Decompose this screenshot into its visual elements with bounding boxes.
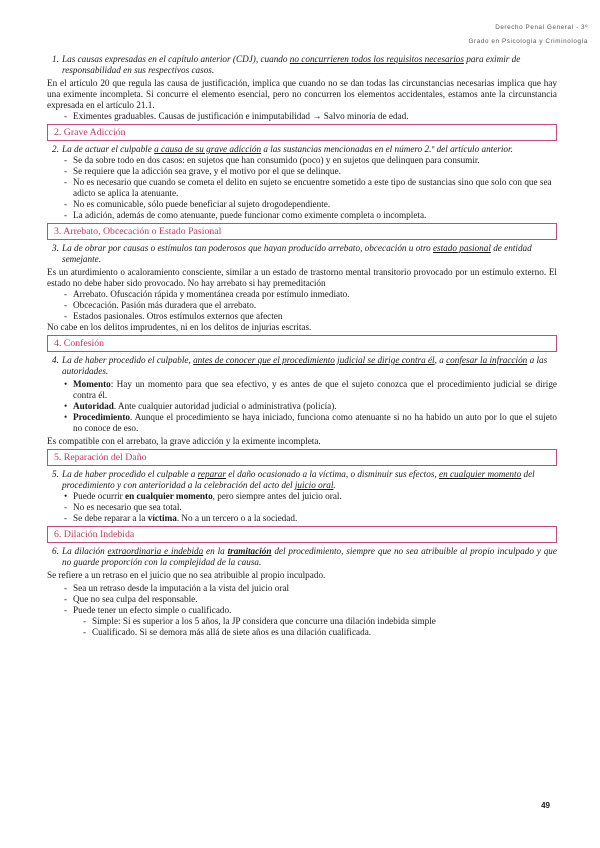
dilacion-paragraph: Se refiere a un retraso en el juicio que no sea atribuible al propio inculpado. bbox=[47, 570, 326, 580]
sub-list-item: - Simple: Si es superior a los 5 años, la JP considera que concurre una dilación indebida simple bbox=[83, 616, 436, 626]
header-subject: Derecho Penal General - 3º bbox=[495, 24, 588, 31]
list-item: - Eximentes graduables. Causas de justificación e inimputabilidad → Salvo minoría de edad. bbox=[64, 111, 409, 121]
section-heading-arrebato: 3. Arrebato, Obcecación o Estado Pasional bbox=[47, 223, 557, 240]
page-number: 49 bbox=[541, 801, 550, 810]
list-item: - Puede tener un efecto simple o cualificado. bbox=[64, 605, 232, 615]
article-2-quote: 2. La de actuar el culpable a causa de su grave adicción a las sustancias mencionadas en el número 2.º del artículo anterior. bbox=[52, 144, 513, 154]
list-item: - Que no sea culpa del responsable. bbox=[64, 594, 198, 604]
arrebato-paragraph: Es un aturdimiento o acaloramiento consciente, similar a un estado de trastorno mental transitorio provocado por un estímulo externo. El estado no debe haber sido provocado. No hay arrebato si hay premeditación bbox=[47, 267, 557, 288]
section-heading-reparacion: 5. Reparación del Daño bbox=[47, 449, 557, 466]
list-item: - No es comunicable, sólo puede beneficiar al sujeto drogodependiente. bbox=[64, 199, 331, 209]
section-heading-confesion: 4. Confesión bbox=[47, 335, 557, 352]
list-item: - Sea un retraso desde la imputación a la vista del juicio oral bbox=[64, 583, 290, 593]
confesion-note: Es compatible con el arrebato, la grave adicción y la eximente incompleta. bbox=[47, 436, 321, 446]
list-item: - Obcecación. Pasión más duradera que el arrebato. bbox=[64, 300, 257, 310]
sub-list-item: - Cualificado. Si se demora más allá de siete años es una dilación cualificada. bbox=[83, 627, 372, 637]
page-body bbox=[47, 54, 557, 638]
article-6-quote: 6. La dilación extraordinaria e indebida en la tramitación del procedimiento, siempre que no sea atribuible al propio inculpado y que no guarde proporción con la complejidad de la causa. bbox=[52, 546, 557, 567]
list-item: - Se requiere que la adicción sea grave, y el motivo por el que se delinque. bbox=[64, 166, 341, 176]
running-header bbox=[469, 23, 588, 46]
article-4-quote: 4. La de haber procedido el culpable, antes de conocer que el procedimiento judicial se dirige contra él, a confesar la infracción a las autoridades. bbox=[52, 355, 548, 376]
article-3-quote: 3. La de obrar por causas o estímulos tan poderosos que hayan producido arrebato, obcecación u otro estado pasional de entidad semejante. bbox=[52, 243, 532, 264]
list-item: - No es necesario que cuando se cometa el delito en sujeto se encuentre sometido a este tipo de sustancias sino que solo con que sea adicto se aplica la atenuante. bbox=[64, 177, 552, 198]
arrebato-note: No cabe en los delitos imprudentes, ni en los delitos de injurias escritas. bbox=[47, 322, 312, 332]
header-degree: Grado en Psicología y Criminología bbox=[468, 38, 588, 45]
list-item: - Se da sobre todo en dos casos: en sujetos que han consumido (poco) y en sujetos que delinquen para consumir. bbox=[64, 155, 480, 165]
list-item: - La adición, además de como atenuante, puede funcionar como eximente completa o incompleta. bbox=[64, 210, 427, 220]
list-item: - Se debe reparar a la víctima. No a un tercero o a la sociedad. bbox=[64, 513, 298, 523]
list-item: • Autoridad. Ante cualquier autoridad judicial o administrativa (policía). bbox=[64, 401, 337, 411]
list-item: • Momento: Hay un momento para que sea efectivo, y es antes de que el sujeto conozca que el procedimiento judicial se dirige contra él. bbox=[64, 379, 557, 400]
article-5-quote: 5. La de haber procedido el culpable a reparar el daño ocasionado a la víctima, o disminuir sus efectos, en cualquier momento del procedimiento y con anterioridad a la celebración del acto del juicio oral. bbox=[52, 469, 535, 490]
list-item: • Procedimiento. Aunque el procedimiento se haya iniciado, funciona como atenuante si no ha habido un auto por lo que el sujeto no conoce de eso. bbox=[64, 412, 557, 433]
list-item: • Puede ocurrir en cualquier momento, pero siempre antes del juicio oral. bbox=[64, 491, 342, 501]
section-heading-grave-adiccion: 2. Grave Adicción bbox=[47, 124, 557, 141]
article-1-quote: 1. Las causas expresadas en el capítulo anterior (CDJ), cuando no concurrieren todos los requisitos necesarios para eximir de responsabilidad en sus respectivos casos. bbox=[52, 54, 521, 75]
list-item: - Estados pasionales. Otros estímulos externos que afecten bbox=[64, 311, 283, 321]
list-item: - Arrebato. Ofuscación rápida y momentánea creada por estímulo inmediato. bbox=[64, 289, 350, 299]
intro-paragraph: En el artículo 20 que regula las causa de justificación, implica que cuando no se dan todas las circunstancias necesarias implica que hay una eximente incompleta. Si concurre el elemento esencial, pero no concurren los elementos accidentales, estamos ante la circunstancia expresada en el artículo 21.1. bbox=[47, 78, 557, 110]
section-heading-dilacion: 6. Dilación Indebida bbox=[47, 526, 557, 543]
list-item: - No es necesario que sea total. bbox=[64, 502, 182, 512]
